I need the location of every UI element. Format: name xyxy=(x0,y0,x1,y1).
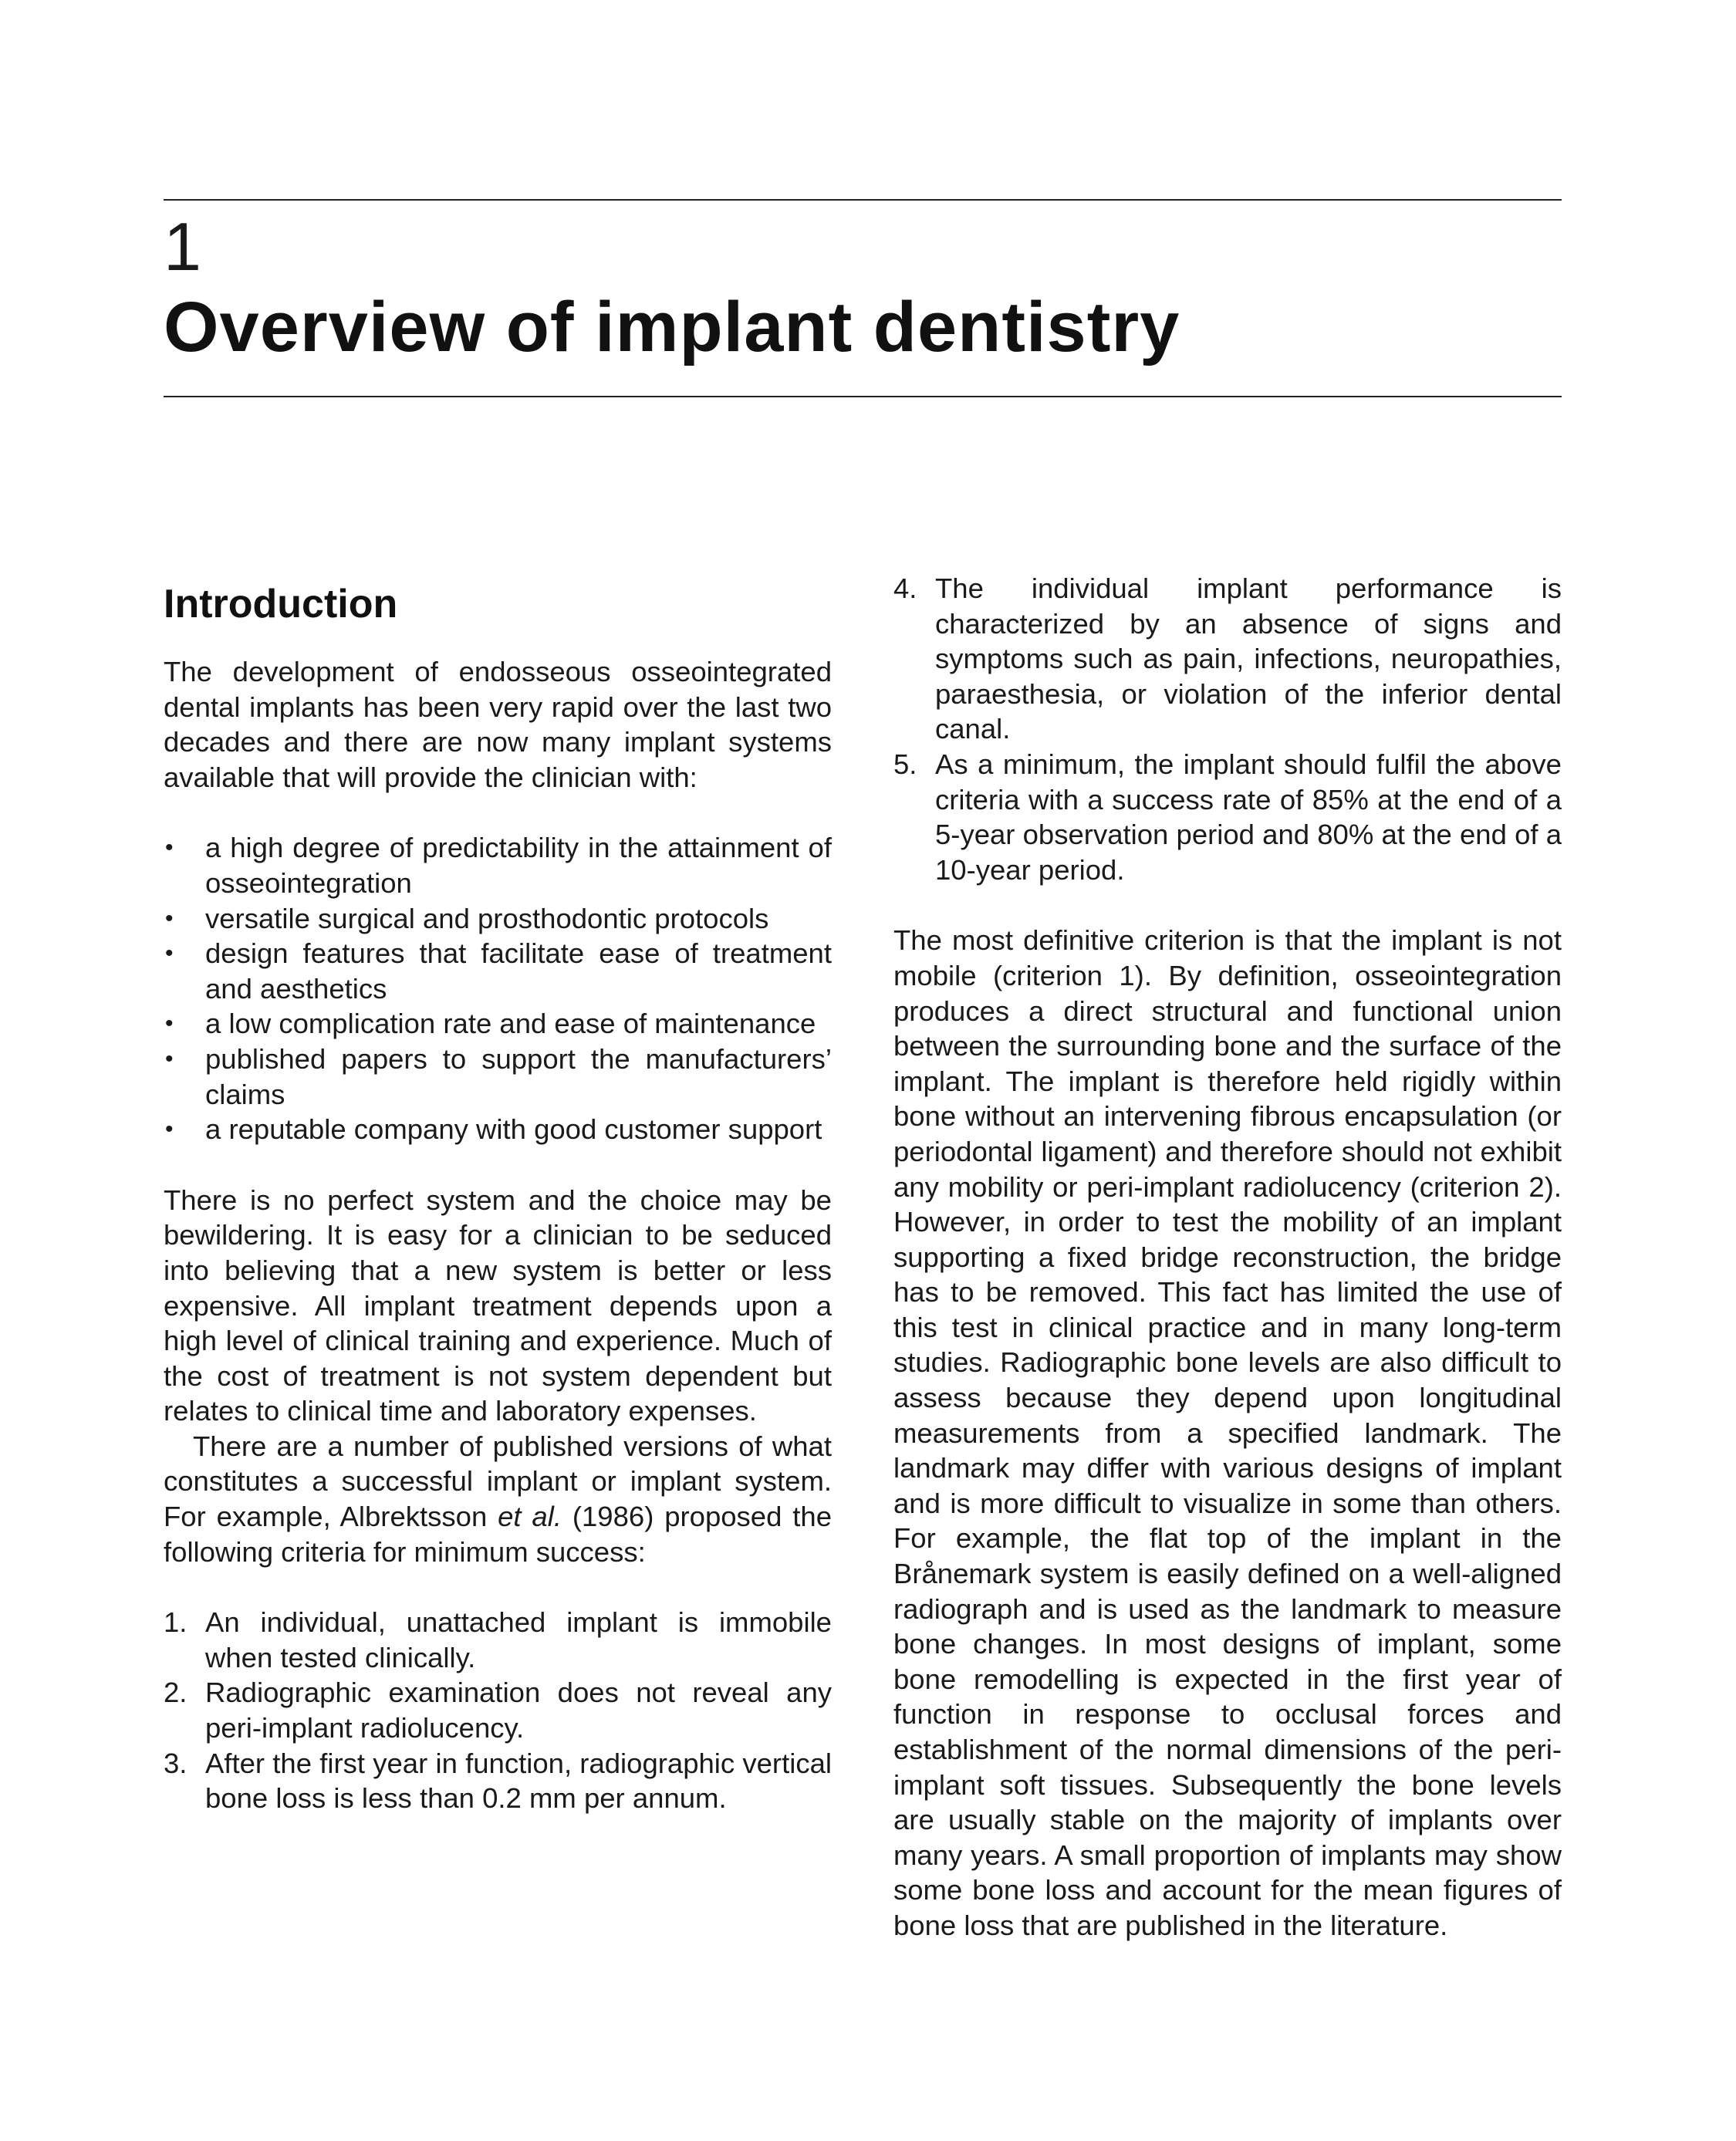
bullet-mark: • xyxy=(165,835,174,861)
list-item: • published papers to support the manufacturers’ claims xyxy=(165,1042,832,1110)
left-column xyxy=(164,571,832,1816)
body-paragraph: There is no perfect system and the choice may be bewildering. It is easy for a clinician to be seduced into believing that a new system is better or less expensive. All implant treatment depends upon a high level of clinical training and experience. Much of the cost of treatment is not system dependent but relates to clinical time and laboratory expenses. xyxy=(164,1184,832,1427)
section-heading: Introduction xyxy=(164,582,398,626)
list-item: 4. The individual implant performance is characterized by an absence of signs and symptoms such as pain, infections, neuropathies, paraesthesia, or violation of the inferior dental canal. xyxy=(893,572,1562,745)
list-item: • a high degree of predictability in the attainment of osseointegration xyxy=(165,832,832,899)
criteria-list xyxy=(164,1605,832,1816)
right-column xyxy=(893,571,1562,1943)
list-item: 2. Radiographic examination does not reveal any peri-implant radiolucency. xyxy=(164,1677,832,1744)
list-item: 5. As a minimum, the implant should fulfil the above criteria with a success rate of 85% at the end of a 5-year observation period and 80% at the end of a 10-year period. xyxy=(893,748,1562,886)
criteria-list-continued xyxy=(893,571,1562,887)
feature-bullet-list xyxy=(164,830,832,1146)
chapter-title: Overview of implant dentistry xyxy=(164,288,1180,366)
list-item: • a reputable company with good customer support xyxy=(164,1112,832,1147)
list-item: • design features that facilitate ease of treatment and aesthetics xyxy=(165,937,832,1005)
list-item: 1. An individual, unattached implant is immobile when tested clinically. xyxy=(164,1606,832,1673)
list-item: 3. After the first year in function, radiographic vertical bone loss is less than 0.2 mm per annum. xyxy=(164,1747,832,1815)
header-rule-bottom xyxy=(164,396,1562,397)
body-paragraph: The most definitive criterion is that the implant is not mobile (criterion 1). By definition, osseointegration produces a direct structural and functional union between the surrounding bone and the surface of the implant. The implant is therefore held rigidly within bone without an intervening fibrous encapsulation (or periodontal ligament) and therefore should not exhibit any mobility or peri-implant radiolucency (criterion 2). However, in order to test the mobility of an implant supporting a fixed bridge reconstruction, the bridge has to be removed. This fact has limited the use of this test in clinical practice and in many long-term studies. Radiographic bone levels are also difficult to assess because they depend upon longitudinal measurements from a specified landmark. The landmark may differ with various designs of implant and is more difficult to visualize in some than others. For example, the flat top of the implant in the Brånemark system is easily defined on a well-aligned radiograph and is used as the landmark to measure bone changes. In most designs of implant, some bone remodelling is expected in the first year of function in response to occlusal forces and establishment of the normal dimensions of the peri-implant soft tissues. Subsequently the bone levels are usually stable on the majority of implants over many years. A small proportion of implants may show some bone loss and account for the mean figures of bone loss that are published in the literature. xyxy=(893,924,1562,1941)
bullet-mark: • xyxy=(165,1116,174,1143)
bullet-mark: • xyxy=(165,1045,174,1072)
bullet-mark: • xyxy=(165,940,174,967)
body-paragraph: There are a number of published versions of what constitutes a successful implant or implant system. For example, Albrektsson et al. (1986) proposed the following criteria for minimum success: xyxy=(164,1430,833,1568)
chapter-number: 1 xyxy=(164,208,201,285)
bullet-mark: • xyxy=(165,1011,174,1037)
list-item: • a low complication rate and ease of maintenance xyxy=(164,1006,832,1042)
list-item: • versatile surgical and prosthodontic protocols xyxy=(164,901,832,937)
header-rule-top xyxy=(164,199,1562,201)
bullet-mark: • xyxy=(165,905,174,931)
intro-paragraph: The development of endosseous osseointegrated dental implants has been very rapid over the last two decades and there are now many implant systems available that will provide the clinician with: xyxy=(164,656,832,793)
